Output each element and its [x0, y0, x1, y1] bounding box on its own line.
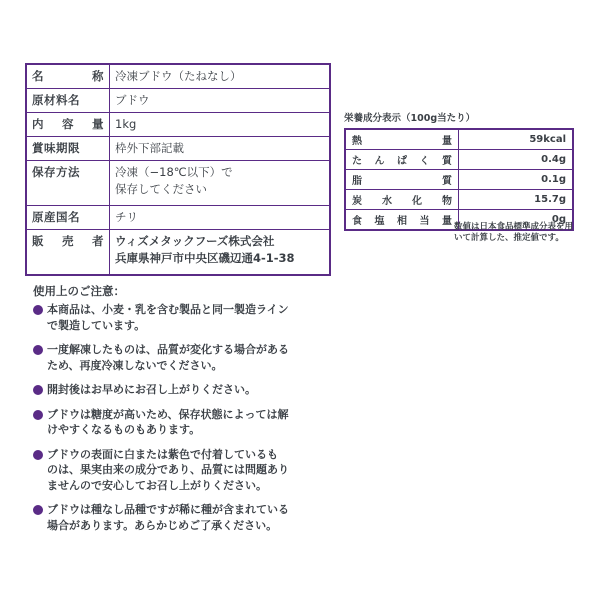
label-value: 冷凍ブドウ（たねなし）: [110, 64, 331, 89]
nutrition-name: 食 塩 相 当 量: [345, 210, 459, 231]
bullet-icon: [33, 505, 43, 515]
label-key: 名 称: [26, 64, 110, 89]
product-label-table: [25, 63, 331, 276]
usage-note-text: ブドウは種なし品種ですが稀に種が含まれている 場合があります。あらかじめご了承ください。: [47, 503, 289, 532]
nutrition-value: 0.1g: [459, 170, 574, 190]
usage-note-item: [33, 502, 333, 533]
bullet-icon: [33, 305, 43, 315]
label-value: ウィズメタックフーズ株式会社 兵庫県神戸市中央区磯辺通4-1-38: [110, 230, 331, 276]
nutrition-name: た ん ぱ く 質: [345, 150, 459, 170]
label-key: 原産国名: [26, 206, 110, 230]
nutrition-title: 栄養成分表示（100g当たり）: [344, 113, 476, 124]
label-row: [26, 64, 330, 89]
usage-note-text: 本商品は、小麦・乳を含む製品と同一製造ライン で製造しています。: [47, 303, 289, 332]
usage-notes-title: 使用上のご注意：: [33, 284, 125, 298]
label-key: 保存方法: [26, 161, 110, 206]
label-row: [26, 137, 330, 161]
nutrition-value: 0.4g: [459, 150, 574, 170]
label-value: 冷凍（−18℃以下）で 保存してください: [110, 161, 331, 206]
usage-notes-list: [33, 302, 333, 542]
usage-note-item: [33, 382, 333, 398]
usage-note-item: [33, 342, 333, 373]
nutrition-name: 脂 質: [345, 170, 459, 190]
label-key: 原材料名: [26, 89, 110, 113]
label-value: チリ: [110, 206, 331, 230]
nutrition-value: 59kcal: [459, 129, 574, 150]
label-row: [26, 161, 330, 206]
bullet-icon: [33, 385, 43, 395]
nutrition-name: 熱 量: [345, 129, 459, 150]
nutrition-name: 炭 水 化 物: [345, 190, 459, 210]
usage-note-text: 一度解凍したものは、品質が変化する場合がある ため、再度冷凍しないでください。: [47, 343, 289, 372]
nutrition-note: 数値は日本食品標準成分表を用いて計算した、推定値です。: [454, 222, 574, 243]
usage-note-text: ブドウの表面に白または紫色で付着しているも のは、果実由来の成分であり、品質には問題あり ませんので安心してお召し上がりください。: [47, 447, 289, 492]
label-row: [26, 206, 330, 230]
bullet-icon: [33, 410, 43, 420]
label-value: 1kg: [110, 113, 331, 137]
nutrition-row: [345, 150, 573, 170]
label-key: 内 容 量: [26, 113, 110, 137]
nutrition-row: [345, 129, 573, 150]
label-key: 販 売 者: [26, 230, 110, 276]
nutrition-value: 0g: [459, 210, 574, 231]
label-key: 賞味期限: [26, 137, 110, 161]
nutrition-table: [344, 128, 574, 231]
usage-note-text: 開封後はお早めにお召し上がりください。: [47, 383, 256, 396]
usage-note-item: [33, 447, 333, 494]
bullet-icon: [33, 450, 43, 460]
usage-note-item: [33, 407, 333, 438]
nutrition-value: 15.7g: [459, 190, 574, 210]
nutrition-row: [345, 170, 573, 190]
usage-note-text: ブドウは糖度が高いため、保存状態によっては解 けやすくなるものもあります。: [47, 407, 289, 436]
label-value: 枠外下部記載: [110, 137, 331, 161]
nutrition-row: [345, 190, 573, 210]
label-row: [26, 230, 330, 276]
label-value: ブドウ: [110, 89, 331, 113]
label-row: [26, 113, 330, 137]
usage-note-item: [33, 302, 333, 333]
label-row: [26, 89, 330, 113]
bullet-icon: [33, 345, 43, 355]
